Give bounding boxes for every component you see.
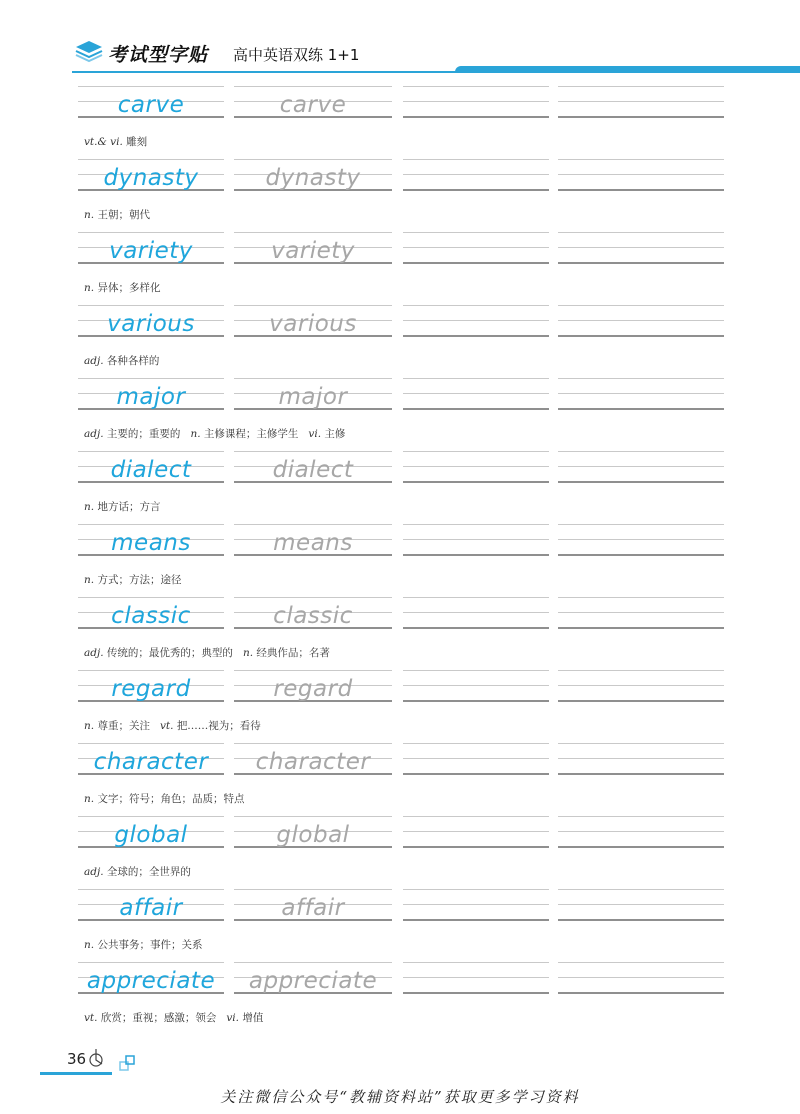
guide-line xyxy=(558,408,724,410)
guide-line xyxy=(403,962,549,963)
guide-line xyxy=(558,539,724,540)
guide-line xyxy=(558,685,724,686)
guide-line xyxy=(558,627,724,629)
word-meaning xyxy=(84,426,345,441)
word-meaning xyxy=(84,645,330,660)
guide-line xyxy=(78,524,224,525)
guide-line xyxy=(403,174,549,175)
guide-line xyxy=(403,116,549,118)
definition: 欣赏；重视；感激；领会 xyxy=(100,1012,217,1024)
practice-row xyxy=(0,737,800,810)
definition: 雕刻 xyxy=(126,136,148,148)
definition: 公共事务；事件；关系 xyxy=(97,939,203,951)
model-word: classic xyxy=(111,603,191,629)
cube-deco-icon xyxy=(118,1052,138,1076)
guide-line xyxy=(234,451,392,452)
blank-practice-cell[interactable] xyxy=(558,372,724,416)
guide-line xyxy=(403,919,549,921)
guide-line xyxy=(403,685,549,686)
guide-line xyxy=(78,159,224,160)
part-of-speech: adj. xyxy=(84,866,104,878)
guide-line xyxy=(403,393,549,394)
practice-row xyxy=(0,883,800,956)
guide-line xyxy=(558,101,724,102)
guide-line xyxy=(403,539,549,540)
guide-line xyxy=(403,466,549,467)
trace-word: character xyxy=(255,749,371,775)
blank-practice-cell[interactable] xyxy=(558,591,724,635)
practice-row xyxy=(0,591,800,664)
guide-line xyxy=(234,670,392,671)
guide-line xyxy=(78,86,224,87)
trace-cell xyxy=(234,956,392,1000)
trace-cell xyxy=(234,153,392,197)
definition: 经典作品；名著 xyxy=(256,647,330,659)
trace-cell xyxy=(234,591,392,635)
trace-cell xyxy=(234,664,392,708)
guide-line xyxy=(234,889,392,890)
definition: 传统的；最优秀的；典型的 xyxy=(106,647,233,659)
blank-practice-cell[interactable] xyxy=(558,883,724,927)
blank-practice-cell[interactable] xyxy=(403,299,549,343)
word-meaning xyxy=(84,499,160,514)
book-stack-logo-icon xyxy=(74,38,104,64)
guide-line xyxy=(558,481,724,483)
definition: 方式；方法；途径 xyxy=(97,574,182,586)
guide-line xyxy=(558,904,724,905)
guide-line xyxy=(78,451,224,452)
blank-practice-cell[interactable] xyxy=(403,80,549,124)
guide-line xyxy=(558,86,724,87)
trace-cell xyxy=(234,372,392,416)
guide-line xyxy=(234,232,392,233)
guide-line xyxy=(403,320,549,321)
guide-line xyxy=(558,597,724,598)
model-word: various xyxy=(107,311,195,337)
trace-cell xyxy=(234,518,392,562)
part-of-speech: vt. xyxy=(84,1012,98,1024)
definition: 主要的；重要的 xyxy=(106,428,181,440)
practice-row xyxy=(0,810,800,883)
model-cell xyxy=(78,810,224,854)
definition: 主修 xyxy=(324,428,346,440)
blank-practice-cell[interactable] xyxy=(403,518,549,562)
definition: 尊重；关注 xyxy=(97,720,150,732)
guide-line xyxy=(78,962,224,963)
trace-cell xyxy=(234,299,392,343)
model-cell xyxy=(78,299,224,343)
guide-line xyxy=(558,189,724,191)
model-cell xyxy=(78,518,224,562)
word-meaning xyxy=(84,1010,263,1025)
guide-line xyxy=(234,962,392,963)
word-meaning xyxy=(84,280,160,295)
part-of-speech: n. xyxy=(84,720,95,732)
model-word: affair xyxy=(119,895,183,921)
guide-line xyxy=(234,524,392,525)
model-word: global xyxy=(114,822,188,848)
guide-line xyxy=(403,101,549,102)
word-meaning xyxy=(84,207,150,222)
practice-row xyxy=(0,445,800,518)
model-word: carve xyxy=(117,92,185,118)
practice-row xyxy=(0,956,800,1029)
word-meaning xyxy=(84,353,159,368)
part-of-speech: n. xyxy=(84,501,95,513)
blank-practice-cell[interactable] xyxy=(403,664,549,708)
guide-line xyxy=(403,481,549,483)
guide-line xyxy=(403,597,549,598)
blank-practice-cell[interactable] xyxy=(558,226,724,270)
model-cell xyxy=(78,591,224,635)
word-meaning xyxy=(84,864,191,879)
book-title: 高中英语双练 1+1 xyxy=(233,46,360,64)
definition: 各种各样的 xyxy=(106,355,160,367)
guide-line xyxy=(403,627,549,629)
blank-practice-cell[interactable] xyxy=(558,518,724,562)
guide-line xyxy=(558,232,724,233)
blank-practice-cell[interactable] xyxy=(558,737,724,781)
definition: 增值 xyxy=(242,1012,264,1024)
guide-line xyxy=(558,612,724,613)
trace-cell xyxy=(234,445,392,489)
page-number: 36 xyxy=(67,1050,87,1068)
trace-word: major xyxy=(278,384,348,410)
trace-cell xyxy=(234,810,392,854)
guide-line xyxy=(234,305,392,306)
guide-line xyxy=(558,116,724,118)
guide-line xyxy=(403,305,549,306)
footer-rule xyxy=(40,1072,112,1075)
guide-line xyxy=(234,159,392,160)
guide-line xyxy=(403,159,549,160)
definition: 地方话；方言 xyxy=(97,501,161,513)
guide-line xyxy=(403,816,549,817)
guide-line xyxy=(234,743,392,744)
guide-line xyxy=(403,451,549,452)
guide-line xyxy=(558,159,724,160)
guide-line xyxy=(234,378,392,379)
guide-line xyxy=(558,919,724,921)
trace-word: dynasty xyxy=(265,165,361,191)
guide-line xyxy=(558,889,724,890)
guide-line xyxy=(558,816,724,817)
trace-word: variety xyxy=(271,238,355,264)
trace-word: global xyxy=(276,822,350,848)
part-of-speech: n. xyxy=(84,282,95,294)
trace-cell xyxy=(234,80,392,124)
guide-line xyxy=(558,758,724,759)
model-cell xyxy=(78,956,224,1000)
guide-line xyxy=(558,670,724,671)
guide-line xyxy=(558,992,724,994)
model-cell xyxy=(78,737,224,781)
guide-line xyxy=(403,247,549,248)
trace-word: classic xyxy=(273,603,353,629)
guide-line xyxy=(403,977,549,978)
part-of-speech: vt. xyxy=(159,720,174,732)
guide-line xyxy=(234,816,392,817)
word-meaning xyxy=(84,572,181,587)
blank-practice-cell[interactable] xyxy=(558,80,724,124)
guide-line xyxy=(403,612,549,613)
practice-row xyxy=(0,153,800,226)
guide-line xyxy=(403,232,549,233)
part-of-speech: adj. xyxy=(84,647,104,659)
model-cell xyxy=(78,226,224,270)
blank-practice-cell[interactable] xyxy=(558,956,724,1000)
part-of-speech: n. xyxy=(84,939,95,951)
practice-row xyxy=(0,299,800,372)
model-word: appreciate xyxy=(86,968,216,994)
practice-row xyxy=(0,226,800,299)
model-word: variety xyxy=(109,238,193,264)
guide-line xyxy=(403,262,549,264)
blank-practice-cell[interactable] xyxy=(558,153,724,197)
guide-line xyxy=(403,743,549,744)
model-word: character xyxy=(93,749,209,775)
trace-word: appreciate xyxy=(248,968,378,994)
practice-row xyxy=(0,664,800,737)
definition: 王朝；朝代 xyxy=(97,209,150,221)
guide-line xyxy=(403,554,549,556)
model-word: dialect xyxy=(110,457,192,483)
footer-note: 关注微信公众号“教辅资料站”获取更多学习资料 xyxy=(220,1088,580,1106)
blank-practice-cell[interactable] xyxy=(558,299,724,343)
model-cell xyxy=(78,372,224,416)
blank-practice-cell[interactable] xyxy=(403,226,549,270)
blank-practice-cell[interactable] xyxy=(403,956,549,1000)
trace-word: means xyxy=(273,530,353,556)
part-of-speech: adj. xyxy=(84,355,104,367)
guide-line xyxy=(558,524,724,525)
guide-line xyxy=(403,889,549,890)
guide-line xyxy=(403,992,549,994)
model-cell xyxy=(78,664,224,708)
guide-line xyxy=(78,232,224,233)
guide-line xyxy=(558,320,724,321)
word-meaning xyxy=(84,791,244,806)
guide-line xyxy=(403,408,549,410)
model-cell xyxy=(78,80,224,124)
blank-practice-cell[interactable] xyxy=(558,664,724,708)
guide-line xyxy=(558,846,724,848)
guide-line xyxy=(558,335,724,337)
part-of-speech: n. xyxy=(84,574,95,586)
part-of-speech: vi. xyxy=(226,1012,239,1024)
guide-line xyxy=(403,831,549,832)
part-of-speech: n. xyxy=(84,793,95,805)
guide-line xyxy=(558,977,724,978)
practice-row xyxy=(0,518,800,591)
blank-practice-cell[interactable] xyxy=(403,883,549,927)
guide-line xyxy=(78,597,224,598)
word-meaning xyxy=(84,937,202,952)
blank-practice-cell[interactable] xyxy=(403,445,549,489)
trace-word: dialect xyxy=(272,457,354,483)
word-meaning xyxy=(84,134,147,149)
guide-line xyxy=(558,262,724,264)
guide-line xyxy=(558,393,724,394)
blank-practice-cell[interactable] xyxy=(558,445,724,489)
guide-line xyxy=(234,597,392,598)
model-cell xyxy=(78,445,224,489)
guide-line xyxy=(558,174,724,175)
practice-row xyxy=(0,372,800,445)
definition: 文字；符号；角色；品质；特点 xyxy=(97,793,245,805)
guide-line xyxy=(78,816,224,817)
guide-line xyxy=(403,335,549,337)
trace-cell xyxy=(234,737,392,781)
blank-practice-cell[interactable] xyxy=(403,372,549,416)
model-word: dynasty xyxy=(103,165,199,191)
guide-line xyxy=(558,466,724,467)
blank-practice-cell[interactable] xyxy=(403,737,549,781)
blank-practice-cell[interactable] xyxy=(403,153,549,197)
guide-line xyxy=(403,846,549,848)
blank-practice-cell[interactable] xyxy=(403,810,549,854)
guide-line xyxy=(558,743,724,744)
part-of-speech: n. xyxy=(190,428,201,440)
guide-line xyxy=(403,86,549,87)
guide-line xyxy=(78,889,224,890)
guide-line xyxy=(234,86,392,87)
trace-word: affair xyxy=(281,895,345,921)
part-of-speech: vi. xyxy=(308,428,322,440)
definition: 把……视为；看待 xyxy=(176,720,261,732)
header-rule xyxy=(72,71,800,73)
model-word: means xyxy=(111,530,191,556)
guide-line xyxy=(558,451,724,452)
blank-practice-cell[interactable] xyxy=(558,810,724,854)
trace-word: carve xyxy=(279,92,347,118)
trace-cell xyxy=(234,883,392,927)
word-meaning xyxy=(84,718,261,733)
guide-line xyxy=(403,524,549,525)
trace-cell xyxy=(234,226,392,270)
part-of-speech: n. xyxy=(242,647,254,659)
guide-line xyxy=(78,378,224,379)
part-of-speech: vt.& vi. xyxy=(84,136,123,148)
guide-line xyxy=(558,831,724,832)
guide-line xyxy=(558,554,724,556)
guide-line xyxy=(403,904,549,905)
model-word: regard xyxy=(111,676,191,702)
page-header xyxy=(0,0,800,78)
guide-line xyxy=(403,189,549,191)
guide-line xyxy=(78,743,224,744)
definition: 异体；多样化 xyxy=(97,282,161,294)
part-of-speech: n. xyxy=(84,209,95,221)
guide-line xyxy=(78,305,224,306)
guide-line xyxy=(558,773,724,775)
definition: 主修课程；主修学生 xyxy=(203,428,299,440)
guide-line xyxy=(403,378,549,379)
trace-word: various xyxy=(269,311,357,337)
guide-line xyxy=(403,758,549,759)
pen-nib-icon xyxy=(86,1047,106,1069)
guide-line xyxy=(558,247,724,248)
guide-line xyxy=(78,670,224,671)
guide-line xyxy=(558,378,724,379)
guide-line xyxy=(403,700,549,702)
blank-practice-cell[interactable] xyxy=(403,591,549,635)
part-of-speech: adj. xyxy=(84,428,104,440)
model-word: major xyxy=(116,384,186,410)
guide-line xyxy=(558,700,724,702)
guide-line xyxy=(558,305,724,306)
trace-word: regard xyxy=(273,676,353,702)
guide-line xyxy=(403,670,549,671)
guide-line xyxy=(558,962,724,963)
model-cell xyxy=(78,883,224,927)
definition: 全球的；全世界的 xyxy=(106,866,191,878)
brand-title: 考试型字贴 xyxy=(108,44,209,66)
practice-row xyxy=(0,80,800,153)
guide-line xyxy=(403,773,549,775)
model-cell xyxy=(78,153,224,197)
